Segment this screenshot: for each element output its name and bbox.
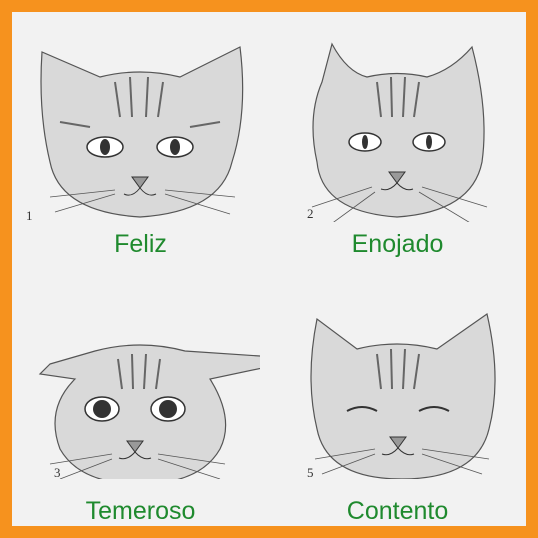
panel-number: 5 (307, 465, 314, 480)
happy-cat-illustration (20, 22, 260, 222)
label-feliz: Feliz (114, 230, 167, 258)
panel-number: 3 (54, 465, 61, 480)
panel-number: 2 (307, 206, 314, 221)
angry-cat-illustration (277, 22, 517, 222)
label-enojado: Enojado (351, 230, 444, 258)
content-cat-illustration (277, 279, 517, 479)
panel-enojado (269, 12, 526, 269)
cat-emotions-chart (12, 12, 526, 526)
panel-feliz (12, 12, 269, 269)
panel-number: 1 (26, 208, 33, 223)
fearful-cat-illustration (20, 279, 260, 479)
label-temeroso: Temeroso (85, 497, 196, 525)
panel-temeroso (12, 269, 269, 526)
label-contento: Contento (346, 497, 449, 525)
panel-contento (269, 269, 526, 526)
